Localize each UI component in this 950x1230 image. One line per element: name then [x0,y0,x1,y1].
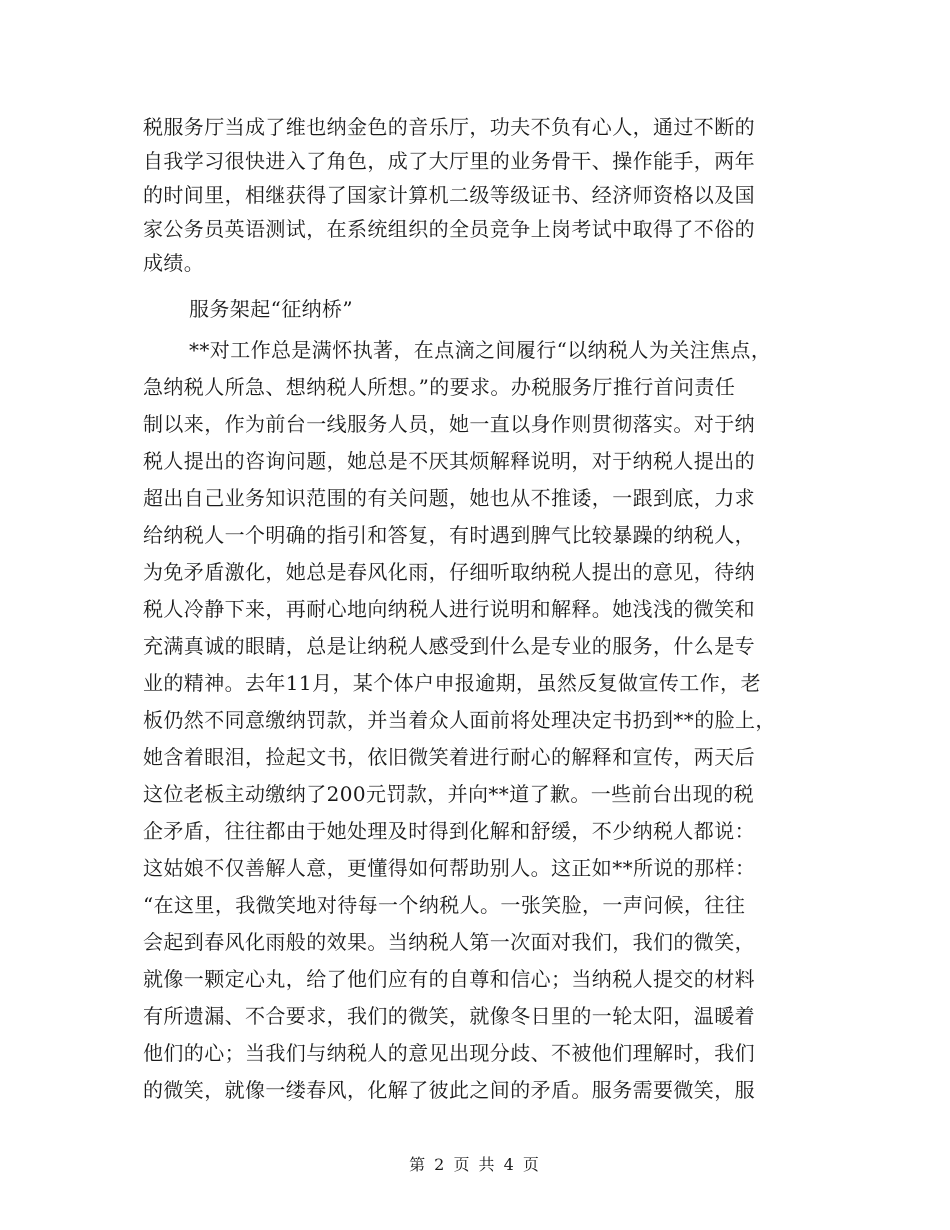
text-line: 为免矛盾激化，她总是春风化雨，仔细听取纳税人提出的意见，待纳 [143,560,755,584]
text-line: 她含着眼泪，捡起文书，依旧微笑着进行耐心的解释和宣传，两天后 [143,745,755,769]
text-line: 成绩。 [143,251,205,275]
text-line: 这位老板主动缴纳了200元罚款，并向**道了歉。一些前台出现的税 [143,782,754,806]
text-line: 急纳税人所急、想纳税人所想。”的要求。办税服务厅推行首问责任 [143,375,736,399]
text-line: 税服务厅当成了维也纳金色的音乐厅，功夫不负有心人，通过不断的 [143,115,755,139]
text-line: 税人提出的咨询问题，她总是不厌其烦解释说明，对于纳税人提出的 [143,449,755,473]
text-line: 业的精神。去年11月，某个体户申报逾期，虽然反复做宣传工作，老 [143,671,761,695]
text-line: 制以来，作为前台一线服务人员，她一直以身作则贯彻落实。对于纳 [143,412,755,436]
text-line: 充满真诚的眼睛，总是让纳税人感受到什么是专业的服务，什么是专 [143,634,755,658]
text-line: 会起到春风化雨般的效果。当纳税人第一次面对我们，我们的微笑， [143,930,755,954]
text-line: 自我学习很快进入了角色，成了大厅里的业务骨干、操作能手，两年 [143,149,755,173]
text-line: 板仍然不同意缴纳罚款，并当着众人面前将处理决定书扔到**的脸上， [143,708,776,732]
text-line: 的时间里，相继获得了国家计算机二级等级证书、经济师资格以及国 [143,183,755,207]
text-line: 超出自己业务知识范围的有关问题，她也从不推诿，一跟到底，力求 [143,486,755,510]
text-line: **对工作总是满怀执著，在点滴之间履行“以纳税人为关注焦点， [189,338,772,362]
text-line: 这姑娘不仅善解人意，更懂得如何帮助别人。这正如**所说的那样： [143,856,756,880]
text-line: 家公务员英语测试，在系统组织的全员竞争上岗考试中取得了不俗的 [143,217,755,241]
text-line: “在这里，我微笑地对待每一个纳税人。一张笑脸，一声问候，往往 [143,893,746,917]
text-line: 税人冷静下来，再耐心地向纳税人进行说明和解释。她浅浅的微笑和 [143,597,755,621]
page-footer: 第 2 页 共 4 页 [409,1155,541,1174]
section-heading: 服务架起“征纳桥” [189,297,354,321]
text-line: 有所遗漏、不合要求，我们的微笑，就像冬日里的一轮太阳，温暖着 [143,1004,755,1028]
text-line: 给纳税人一个明确的指引和答复，有时遇到脾气比较暴躁的纳税人， [143,523,755,547]
text-line: 就像一颗定心丸，给了他们应有的自尊和信心；当纳税人提交的材料 [143,967,755,991]
text-line: 的微笑，就像一缕春风，化解了彼此之间的矛盾。服务需要微笑，服 [143,1078,755,1102]
text-line: 他们的心；当我们与纳税人的意见出现分歧、不被他们理解时，我们 [143,1041,755,1065]
text-line: 企矛盾，往往都由于她处理及时得到化解和舒缓，不少纳税人都说： [143,819,755,843]
